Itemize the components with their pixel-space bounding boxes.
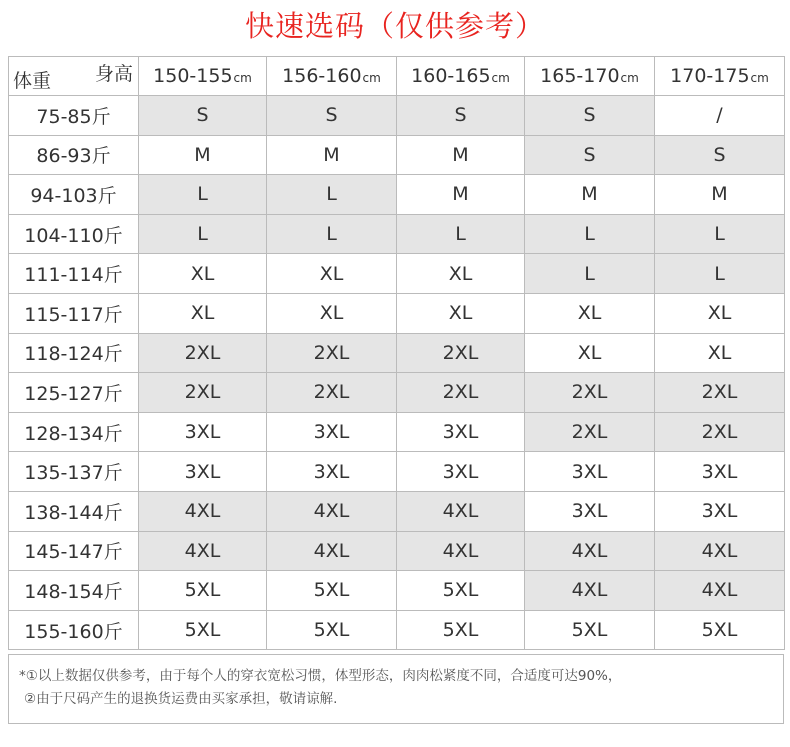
note-line-1: *①以上数据仅供参考，由于每个人的穿衣宽松习惯，体型形态，肉肉松紧度不同，合适度可达90%， (19, 668, 622, 684)
size-cell: 3XL (655, 491, 785, 531)
size-cell: 4XL (267, 531, 397, 571)
table-row (9, 491, 785, 531)
weight-range-cell: 125-127斤 (9, 373, 139, 413)
size-cell: L (139, 175, 267, 215)
weight-range-cell: 128-134斤 (9, 412, 139, 452)
weight-range-cell: 94-103斤 (9, 175, 139, 215)
weight-range-cell: 155-160斤 (9, 610, 139, 650)
table-row (9, 333, 785, 373)
size-cell: S (139, 96, 267, 136)
size-cell: S (525, 96, 655, 136)
size-cell: L (655, 254, 785, 294)
height-column-header: 150-155cm (139, 57, 267, 96)
table-row (9, 452, 785, 492)
size-cell: 2XL (525, 412, 655, 452)
table-row (9, 175, 785, 215)
size-cell: L (525, 254, 655, 294)
size-cell: L (139, 214, 267, 254)
height-column-header: 165-170cm (525, 57, 655, 96)
size-cell: 3XL (267, 452, 397, 492)
size-cell: M (139, 135, 267, 175)
size-cell: 3XL (267, 412, 397, 452)
size-cell: 2XL (525, 373, 655, 413)
size-cell: 4XL (397, 531, 525, 571)
size-cell: S (525, 135, 655, 175)
size-cell: 5XL (267, 571, 397, 611)
size-cell: 4XL (139, 531, 267, 571)
size-cell: 2XL (655, 412, 785, 452)
size-cell: 2XL (397, 373, 525, 413)
size-cell: 3XL (139, 412, 267, 452)
size-cell: S (267, 96, 397, 136)
size-cell: 3XL (525, 452, 655, 492)
size-cell: M (397, 135, 525, 175)
size-cell: 4XL (655, 571, 785, 611)
size-cell: L (267, 214, 397, 254)
size-cell: S (655, 135, 785, 175)
size-cell: XL (525, 293, 655, 333)
size-cell: XL (655, 333, 785, 373)
table-row (9, 135, 785, 175)
size-cell: XL (139, 254, 267, 294)
notes-box (8, 654, 784, 724)
height-column-header: 156-160cm (267, 57, 397, 96)
size-cell: 5XL (267, 610, 397, 650)
weight-range-cell: 118-124斤 (9, 333, 139, 373)
note-line-2: ②由于尺码产生的退换货运费由买家承担，敬请谅解. (24, 691, 338, 707)
page-title: 快速选码（仅供参考） (244, 9, 545, 43)
table-row (9, 293, 785, 333)
size-cell: 2XL (267, 373, 397, 413)
size-cell: 5XL (655, 610, 785, 650)
size-cell: M (655, 175, 785, 215)
size-cell: 5XL (139, 571, 267, 611)
weight-range-cell: 86-93斤 (9, 135, 139, 175)
table-row (9, 531, 785, 571)
size-cell: 5XL (139, 610, 267, 650)
size-cell: 3XL (139, 452, 267, 492)
height-column-header: 160-165cm (397, 57, 525, 96)
size-cell: 4XL (655, 531, 785, 571)
weight-range-cell: 111-114斤 (9, 254, 139, 294)
size-cell: 2XL (655, 373, 785, 413)
size-cell: XL (525, 333, 655, 373)
table-row (9, 214, 785, 254)
size-cell: 3XL (397, 452, 525, 492)
size-cell: L (655, 214, 785, 254)
weight-range-cell: 138-144斤 (9, 491, 139, 531)
size-cell: 5XL (397, 571, 525, 611)
weight-range-cell: 104-110斤 (9, 214, 139, 254)
size-cell: XL (139, 293, 267, 333)
height-column-header: 170-175cm (655, 57, 785, 96)
size-cell: M (397, 175, 525, 215)
size-cell: XL (397, 254, 525, 294)
header-row (9, 57, 785, 96)
size-cell: 2XL (139, 333, 267, 373)
weight-range-cell: 135-137斤 (9, 452, 139, 492)
height-header: 身高 (94, 63, 133, 85)
size-cell: 4XL (267, 491, 397, 531)
size-cell: 5XL (525, 610, 655, 650)
size-cell: M (525, 175, 655, 215)
size-cell: 4XL (525, 571, 655, 611)
size-cell: 4XL (525, 531, 655, 571)
size-cell: XL (267, 254, 397, 294)
weight-header: 体重 (13, 70, 52, 92)
weight-range-cell: 145-147斤 (9, 531, 139, 571)
size-chart-table (8, 56, 785, 650)
corner-cell (9, 57, 139, 96)
size-cell: L (397, 214, 525, 254)
table-row (9, 373, 785, 413)
size-cell: 3XL (397, 412, 525, 452)
size-cell: 3XL (525, 491, 655, 531)
size-cell: 4XL (397, 491, 525, 531)
size-cell: 4XL (139, 491, 267, 531)
size-cell: S (397, 96, 525, 136)
size-cell: XL (655, 293, 785, 333)
table-row (9, 610, 785, 650)
table-row (9, 412, 785, 452)
weight-range-cell: 148-154斤 (9, 571, 139, 611)
weight-range-cell: 75-85斤 (9, 96, 139, 136)
size-cell: 2XL (267, 333, 397, 373)
weight-range-cell: 115-117斤 (9, 293, 139, 333)
table-row (9, 254, 785, 294)
size-cell: 2XL (139, 373, 267, 413)
size-cell: L (267, 175, 397, 215)
size-cell: 3XL (655, 452, 785, 492)
size-cell: XL (267, 293, 397, 333)
size-cell: / (655, 96, 785, 136)
size-cell: M (267, 135, 397, 175)
table-row (9, 571, 785, 611)
table-row (9, 96, 785, 136)
size-cell: XL (397, 293, 525, 333)
size-cell: 2XL (397, 333, 525, 373)
size-cell: L (525, 214, 655, 254)
size-cell: 5XL (397, 610, 525, 650)
